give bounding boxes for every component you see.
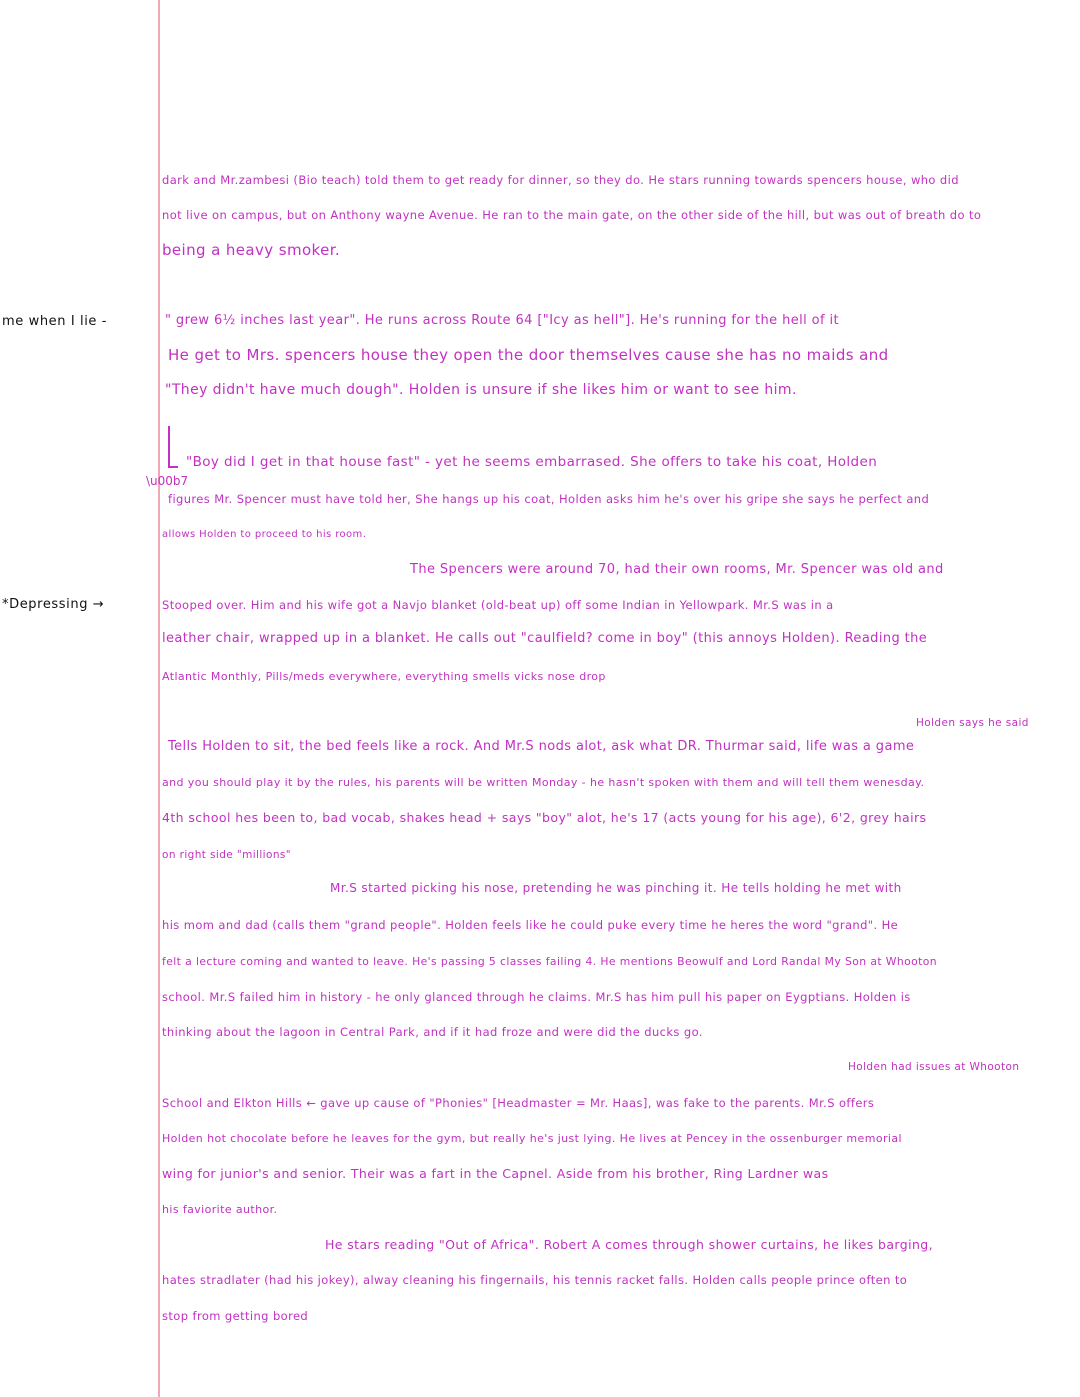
handwritten-line: his faviorite author. bbox=[162, 1203, 278, 1216]
handwritten-line: being a heavy smoker. bbox=[162, 241, 341, 259]
margin-note: me when I lie - bbox=[2, 314, 108, 329]
handwritten-line: The Spencers were around 70, had their own rooms, Mr. Spencer was old and bbox=[410, 562, 944, 577]
handwritten-line: School and Elkton Hills ← gave up cause of "Phonies" [Headmaster = Mr. Haas], was fake to the parents. Mr.S offers bbox=[162, 1096, 875, 1110]
handwritten-line: Tells Holden to sit, the bed feels like a rock. And Mr.S nods alot, ask what DR. Thurmar said, life was a game bbox=[168, 739, 915, 754]
bracket-mark bbox=[168, 426, 178, 468]
margin-note: *Depressing → bbox=[2, 597, 105, 612]
handwritten-line: figures Mr. Spencer must have told her, She hangs up his coat, Holden asks him he's over his gripe she says he perfect and bbox=[168, 492, 930, 506]
handwritten-line: wing for junior's and senior. Their was a fart in the Capnel. Aside from his brother, Ring Lardner was bbox=[162, 1166, 829, 1181]
ink-tick-mark: \u00b7 bbox=[146, 474, 189, 488]
handwritten-line: Holden says he said bbox=[916, 717, 1029, 729]
handwritten-line: hates stradlater (had his jokey), alway cleaning his fingernails, his tennis racket falls. Holden calls people prince often to bbox=[162, 1273, 908, 1287]
handwritten-line: " grew 6½ inches last year". He runs across Route 64 ["Icy as hell"]. He's running for the hell of it bbox=[165, 313, 840, 328]
handwritten-line: school. Mr.S failed him in history - he only glanced through he claims. Mr.S has him pull his paper on Eygptians. Holden is bbox=[162, 990, 911, 1004]
handwritten-line: 4th school hes been to, bad vocab, shakes head + says "boy" alot, he's 17 (acts young for his age), 6'2, grey hairs bbox=[162, 810, 927, 825]
handwritten-line: leather chair, wrapped up in a blanket. He calls out "caulfield? come in boy" (this annoys Holden). Reading the bbox=[162, 631, 928, 646]
handwritten-line: stop from getting bored bbox=[162, 1309, 309, 1323]
handwritten-line: Holden hot chocolate before he leaves for the gym, but really he's just lying. He lives at Pencey in the ossenburger memorial bbox=[162, 1132, 902, 1145]
handwritten-line: not live on campus, but on Anthony wayne Avenue. He ran to the main gate, on the other side of the hill, but was out of breath do to bbox=[162, 208, 982, 222]
handwritten-line: Mr.S started picking his nose, pretending he was pinching it. He tells holding he met with bbox=[330, 881, 902, 895]
margin-rule bbox=[158, 0, 160, 1397]
handwritten-line: "Boy did I get in that house fast" - yet he seems embarrased. She offers to take his coat, Holden bbox=[186, 454, 878, 470]
handwritten-line: thinking about the lagoon in Central Park, and if it had froze and were did the ducks go. bbox=[162, 1025, 703, 1039]
handwritten-line: on right side "millions" bbox=[162, 849, 291, 861]
handwritten-line: allows Holden to proceed to his room. bbox=[162, 529, 367, 540]
handwritten-line: Atlantic Monthly, Pills/meds everywhere, everything smells vicks nose drop bbox=[162, 670, 606, 683]
handwritten-line: Holden had issues at Whooton bbox=[848, 1061, 1020, 1073]
handwritten-line: and you should play it by the rules, his parents will be written Monday - he hasn't spoken with them and will tell them wenesday. bbox=[162, 776, 925, 789]
handwritten-line: He stars reading "Out of Africa". Robert A comes through shower curtains, he likes barging, bbox=[325, 1237, 933, 1252]
handwritten-line: dark and Mr.zambesi (Bio teach) told them to get ready for dinner, so they do. He stars running towards spencers house, who did bbox=[162, 173, 959, 187]
handwritten-line: felt a lecture coming and wanted to leave. He's passing 5 classes failing 4. He mentions Beowulf and Lord Randal My Son at Whooton bbox=[162, 955, 938, 968]
handwritten-line: He get to Mrs. spencers house they open the door themselves cause she has no maids and bbox=[168, 346, 889, 364]
handwritten-line: "They didn't have much dough". Holden is unsure if she likes him or want to see him. bbox=[165, 382, 797, 398]
handwritten-line: Stooped over. Him and his wife got a Navjo blanket (old-beat up) off some Indian in Yellowpark. Mr.S was in a bbox=[162, 598, 834, 612]
handwritten-line: his mom and dad (calls them "grand people". Holden feels like he could puke every time he heres the word "grand". He bbox=[162, 918, 899, 932]
